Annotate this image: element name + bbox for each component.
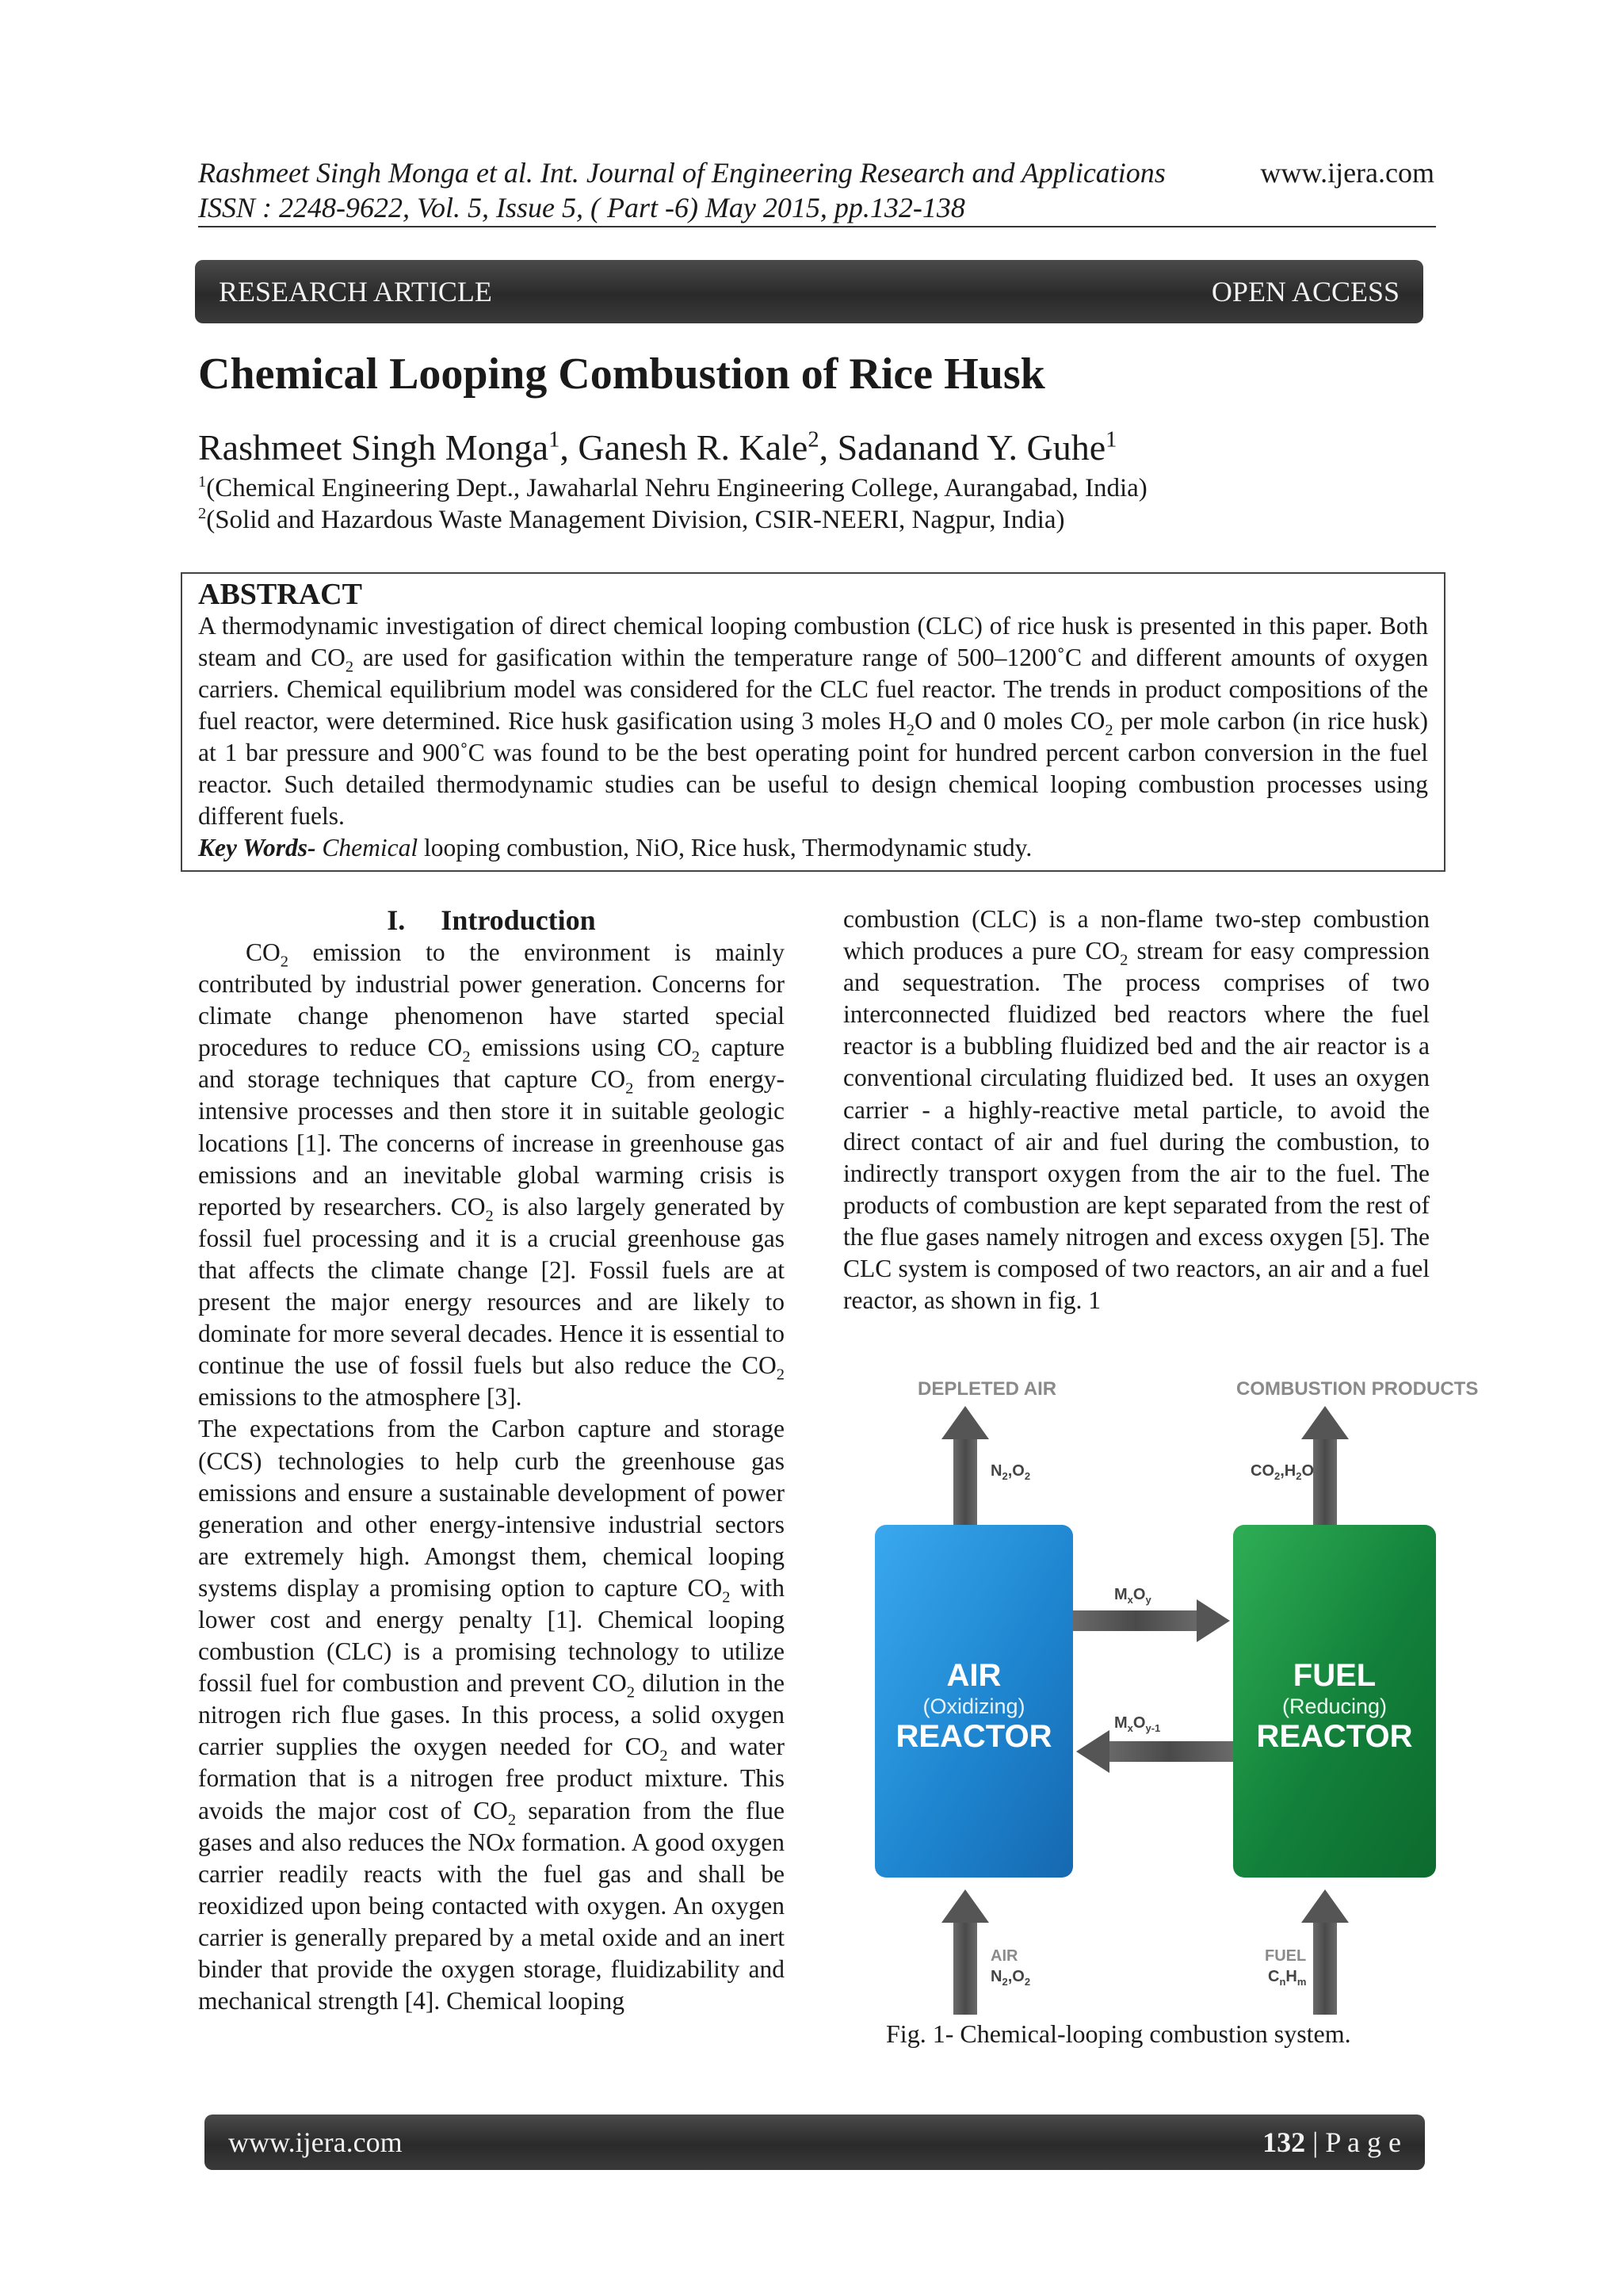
abstract-part: O and 0 moles CO — [914, 707, 1106, 735]
author-list — [198, 426, 1117, 468]
depleted-air-arrow — [941, 1406, 989, 1525]
keyword-first: Chemical — [322, 834, 418, 861]
abstract-part: A thermodynamic investigation of direct chemical looping combustion (CLC) of rice husk is presented in this paper. Both steam and CO — [198, 612, 1428, 671]
author-1-affil: 1 — [548, 427, 560, 453]
journal-citation: Rashmeet Singh Monga et al. Int. Journal of Engineering Research and Applications — [198, 157, 1166, 189]
page-label: | P a g e — [1305, 2126, 1401, 2158]
page-number — [1262, 2126, 1401, 2159]
fuel-in-arrow — [1301, 1889, 1349, 2015]
header-rule — [198, 226, 1436, 227]
author-3-affil: 1 — [1106, 427, 1117, 453]
text-run: emissions using CO — [470, 1033, 692, 1062]
text-run: The expectations from the Carbon capture and storage (CCS) technologies to help curb the greenhouse gas emissions and ensure a sustainable development of power generation and other energy-intensive industrial sectors are extremely high. Amongst them, chemical looping systems display a promising option to capture CO — [198, 1415, 785, 1602]
depleted-air-label: DEPLETED AIR — [918, 1378, 1057, 1400]
fuel-in-formula: $C_nH_m$ — [1268, 1968, 1307, 1988]
subscript: 2 — [722, 1588, 731, 1606]
left-column — [198, 904, 785, 2017]
subscript: 2 — [280, 953, 288, 971]
text-run: capture and storage techniques that capture CO — [198, 1033, 785, 1094]
n2-o2-out-label: $N_2,O_2$ — [991, 1462, 1031, 1482]
subscript: 2 — [659, 1747, 668, 1765]
air-reactor — [875, 1525, 1073, 1878]
fuel-reactor — [1233, 1525, 1436, 1878]
subscript: 2 — [507, 1810, 517, 1828]
subscript: 2 — [462, 1048, 471, 1066]
research-article-label: RESEARCH ARTICLE — [219, 276, 492, 308]
air-reactor-sub: (Oxidizing) — [922, 1694, 1025, 1718]
clc-system-diagram — [872, 1365, 1479, 2015]
abstract-part: are used for gasification within the temperature range of 500–1200˚C and different amounts of oxygen carriers. Chemical equilibrium model was considered for the CLC fuel reactor. The trends in product compositions of the fuel reactor, were determined. Rice husk gasification using 3 moles H — [198, 644, 1428, 735]
text-run: from energy-intensive processes and then store it in suitable geologic locations [1]. The concerns of increase in greenhouse gas emissions and an inevitable global warming crisis is reported by researchers. CO — [198, 1065, 785, 1221]
text-run: with lower cost and energy penalty [1]. Chemical looping combustion (CLC) is a promising technology to utilize fossil fuel for combustion and prevent CO — [198, 1573, 785, 1698]
air-in-arrow — [941, 1889, 989, 2015]
author-1: Rashmeet Singh Monga — [198, 427, 549, 468]
text-run: emissions to the atmosphere [3]. — [198, 1383, 522, 1412]
text-run: dilution in the nitrogen rich flue gases. In this process, a solid oxygen carrier supplies the oxygen needed for CO — [198, 1669, 785, 1761]
fuel-in-label: FUEL — [1265, 1947, 1307, 1965]
text-run: CO — [246, 938, 281, 966]
mxoy1-label: $M_xO_{y-1}$ — [1114, 1714, 1161, 1734]
co2-h2o-out-label: $CO_2,H_2O$ — [1251, 1462, 1315, 1482]
affiliation-1 — [198, 474, 1148, 503]
intro-paragraph-3 — [843, 904, 1430, 1316]
author-3: , Sadanand Y. Guhe — [819, 427, 1106, 468]
mxoy-label: $M_xO_y$ — [1114, 1586, 1151, 1606]
right-column — [843, 904, 1430, 1316]
mxoy-arrow — [1073, 1599, 1230, 1642]
page-footer — [204, 2115, 1425, 2170]
article-type-banner — [195, 260, 1423, 323]
abstract-heading: ABSTRACT — [198, 578, 362, 611]
open-access-label: OPEN ACCESS — [1211, 276, 1400, 308]
text-run: combustion (CLC) is a non-flame two-step combustion which produces a pure CO — [843, 905, 1430, 965]
intro-paragraph-2 — [198, 1413, 785, 2017]
header-line-1 — [198, 155, 1434, 190]
affiliation-1-mark: 1 — [198, 473, 207, 491]
figure-caption: Fig. 1- Chemical-looping combustion system. — [886, 2019, 1351, 2048]
abstract-part: per mole carbon (in rice husk) at 1 bar pressure and 900˚C was found to be the best operating point for hundred percent carbon conversion in the fuel reactor. Such detailed thermodynamic studies can be useful to design chemical looping combustion processes using different fuels. — [198, 707, 1428, 830]
subscript: 2 — [1120, 951, 1128, 969]
journal-website[interactable]: www.ijera.com — [1260, 157, 1434, 189]
affiliation-2-mark: 2 — [198, 505, 207, 522]
text-run: is also largely generated by fossil fuel processing and it is a crucial greenhouse gas that affects the climate change [2]. Fossil fuels are at present the major energy resources and are likely to dominate for more several decades. Hence it is essential to continue the use of fossil fuels but also reduce the CO — [198, 1192, 785, 1380]
text-run: formation. A good oxygen carrier readily reacts with the fuel gas and shall be reoxidized upon being contacted with oxygen. An oxygen carrier is generally prepared by a metal oxide and an inert binder that provide the oxygen storage, fluidizability and mechanical strength [4]. Chemical looping — [198, 1828, 785, 2015]
issn-line: ISSN : 2248-9622, Vol. 5, Issue 5, ( Part -6) May 2015, pp.132-138 — [198, 192, 965, 223]
air-in-formula: $N_2,O_2$ — [991, 1968, 1031, 1988]
affiliation-2-text: (Solid and Hazardous Waste Management Division, CSIR-NEERI, Nagpur, India) — [206, 506, 1065, 534]
running-header — [198, 155, 1434, 225]
subscript: 2 — [625, 1079, 634, 1098]
text-run: separation from the flue gases and also reduces the NO — [198, 1796, 785, 1856]
subscript: 2 — [691, 1048, 700, 1066]
page-number-value: 132 — [1262, 2126, 1306, 2158]
italic-x: x — [503, 1828, 515, 1856]
text-run: emission to the environment is mainly contributed by industrial power generation. Concerns for climate change phenomenon have started special procedures to reduce CO — [198, 938, 785, 1062]
subscript: 2 — [626, 1683, 635, 1702]
section-heading-introduction: I. Introduction — [387, 904, 596, 936]
affiliation-1-text: (Chemical Engineering Dept., Jawaharlal Nehru Engineering College, Aurangabad, India) — [206, 474, 1148, 502]
text-run: and water formation that is a nitrogen free product mixture. This avoids the major cost of CO — [198, 1733, 785, 1824]
abstract-text — [198, 610, 1428, 832]
keywords-label: Key Words- — [198, 834, 316, 861]
fuel-reactor-word: REACTOR — [1256, 1719, 1413, 1754]
author-2: , Ganesh R. Kale — [559, 427, 808, 468]
air-reactor-word: REACTOR — [896, 1719, 1052, 1754]
footer-website[interactable]: www.ijera.com — [228, 2126, 403, 2158]
paper-title: Chemical Looping Combustion of Rice Husk — [198, 350, 1045, 399]
abstract-box — [181, 572, 1445, 872]
intro-paragraph-1 — [198, 937, 785, 1413]
air-reactor-title: AIR — [946, 1658, 1002, 1693]
affiliation-2 — [198, 506, 1065, 535]
subscript: 2 — [1105, 721, 1113, 739]
keywords — [198, 832, 1428, 864]
fuel-reactor-title: FUEL — [1293, 1658, 1377, 1693]
subscript: 2 — [906, 721, 915, 739]
subscript: 2 — [485, 1207, 494, 1225]
subscript: 2 — [776, 1366, 785, 1384]
text-run: stream for easy compression and sequestration. The process comprises of two interconnected fluidized bed reactors where the fuel reactor is a bubbling fluidized bed and the air reactor is a conventional circulating fluidized bed. It uses an oxygen carrier - a highly-reactive metal particle, to avoid the direct contact of air and fuel during the combustion, to indirectly transport oxygen from the air to the fuel. The products of combustion are kept separated from the rest of the flue gases namely nitrogen and excess oxygen [5]. The CLC system is composed of two reactors, an air and a fuel reactor, as shown in fig. 1 — [843, 937, 1430, 1315]
air-in-label: AIR — [991, 1947, 1018, 1965]
combustion-products-label: COMBUSTION PRODUCTS — [1236, 1378, 1479, 1400]
keywords-rest: looping combustion, NiO, Rice husk, Thermodynamic study. — [418, 834, 1033, 861]
fuel-reactor-sub: (Reducing) — [1281, 1694, 1388, 1718]
subscript: 2 — [345, 658, 354, 676]
author-2-affil: 2 — [808, 427, 819, 453]
mxoy1-arrow — [1076, 1730, 1233, 1773]
